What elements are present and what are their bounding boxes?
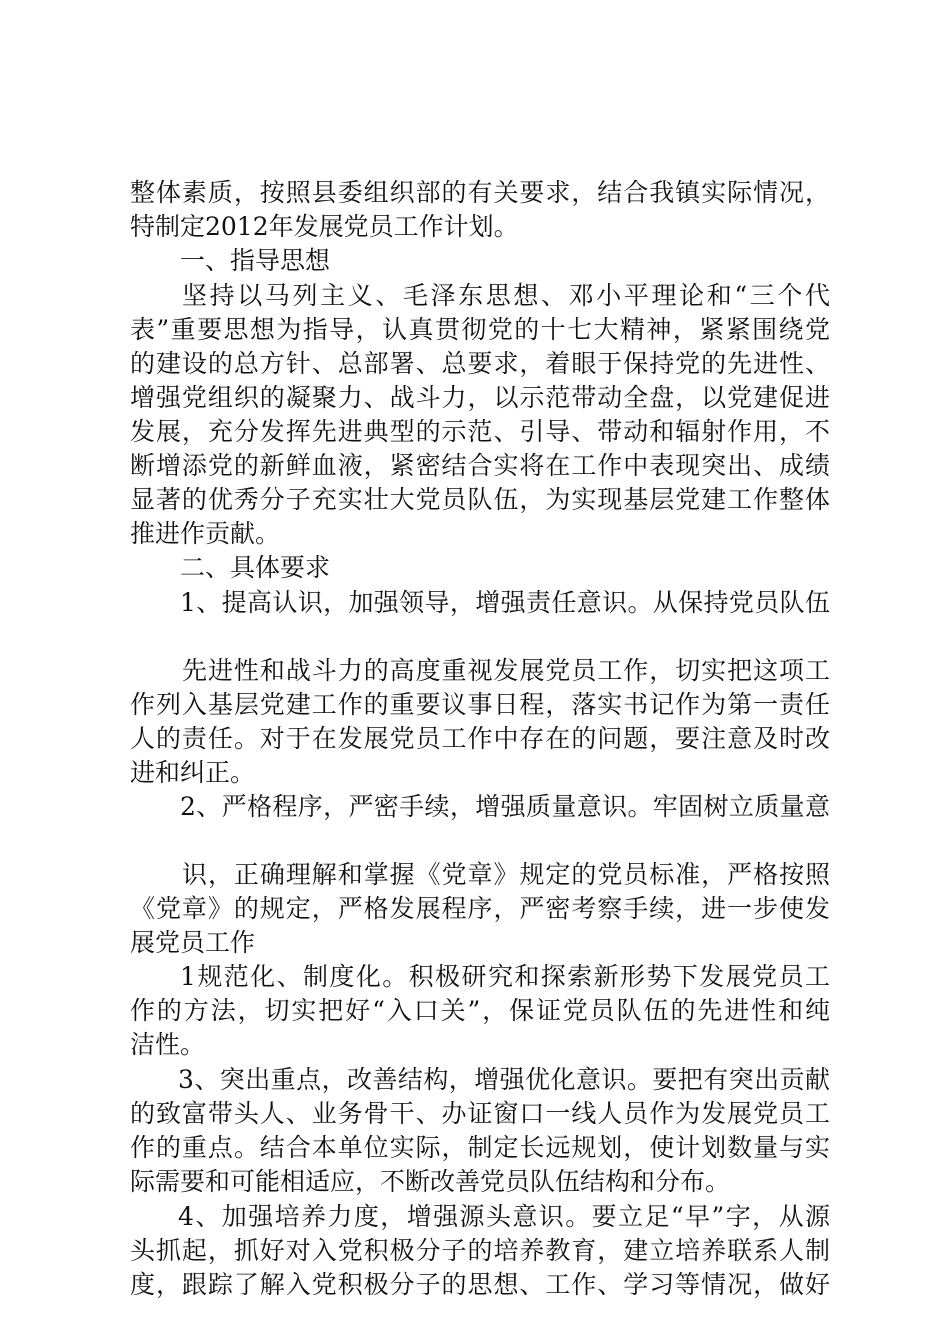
body-line: 1、提高认识，加强领导，增强责任意识。从保持党员队伍 xyxy=(180,588,830,617)
body-line: 展党员工作 xyxy=(130,928,256,957)
body-line: 坚持以马列主义、毛泽东思想、邓小平理论和“三个代 xyxy=(182,281,830,310)
body-line: 的致富带头人、业务骨干、办证窗口一线人员作为发展党员工 xyxy=(130,1099,830,1128)
body-line: 3、突出重点，改善结构，增强优化意识。要把有突出贡献 xyxy=(178,1065,830,1094)
body-line: 断增添党的新鲜血液，紧密结合实将在工作中表现突出、成绩 xyxy=(130,451,830,480)
body-line: 作的方法，切实把好“入口关”，保证党员队伍的先进性和纯 xyxy=(130,996,830,1025)
body-line: 进和纠正。 xyxy=(130,758,256,787)
body-line: 头抓起，抓好对入党积极分子的培养教育，建立培养联系人制 xyxy=(130,1236,830,1265)
body-line: 特制定2012年发展党员工作计划。 xyxy=(130,212,519,241)
body-line: 洁性。 xyxy=(130,1030,206,1059)
body-line: 2、严格程序，严密手续，增强质量意识。牢固树立质量意 xyxy=(180,792,830,821)
body-line: 《党章》的规定，严格发展程序，严密考察手续，进一步使发 xyxy=(130,894,830,923)
body-line: 识，正确理解和掌握《党章》规定的党员标准，严格按照 xyxy=(182,860,830,889)
section-heading: 一、指导思想 xyxy=(180,246,331,275)
body-line: 的建设的总方针、总部署、总要求，着眼于保持党的先进性、 xyxy=(130,349,830,378)
body-line: 作列入基层党建工作的重要议事日程，落实书记作为第一责任 xyxy=(130,690,830,719)
body-line: 发展，充分发挥先进典型的示范、引导、带动和辐射作用，不 xyxy=(130,417,830,446)
body-line: 整体素质，按照县委组织部的有关要求，结合我镇实际情况， xyxy=(130,178,830,207)
body-line: 度，跟踪了解入党积极分子的思想、工作、学习等情况，做好 xyxy=(130,1270,830,1299)
body-line: 表”重要思想为指导，认真贯彻党的十七大精神，紧紧围绕党 xyxy=(130,315,830,344)
body-line: 作的重点。结合本单位实际，制定长远规划，使计划数量与实 xyxy=(130,1133,830,1162)
body-line: 人的责任。对于在发展党员工作中存在的问题，要注意及时改 xyxy=(130,724,830,753)
body-line: 际需要和可能相适应，不断改善党员队伍结构和分布。 xyxy=(130,1167,731,1196)
body-line: 先进性和战斗力的高度重视发展党员工作，切实把这项工 xyxy=(182,656,830,685)
body-line: 增强党组织的凝聚力、战斗力，以示范带动全盘，以党建促进 xyxy=(130,383,830,412)
body-line: 4、加强培养力度，增强源头意识。要立足“早”字，从源 xyxy=(178,1202,830,1231)
body-line: 显著的优秀分子充实壮大党员队伍，为实现基层党建工作整体 xyxy=(130,485,830,514)
body-line: 推进作贡献。 xyxy=(130,519,281,548)
section-heading: 二、具体要求 xyxy=(180,553,331,582)
body-line: 1规范化、制度化。积极研究和探索新形势下发展党员工 xyxy=(180,962,830,991)
